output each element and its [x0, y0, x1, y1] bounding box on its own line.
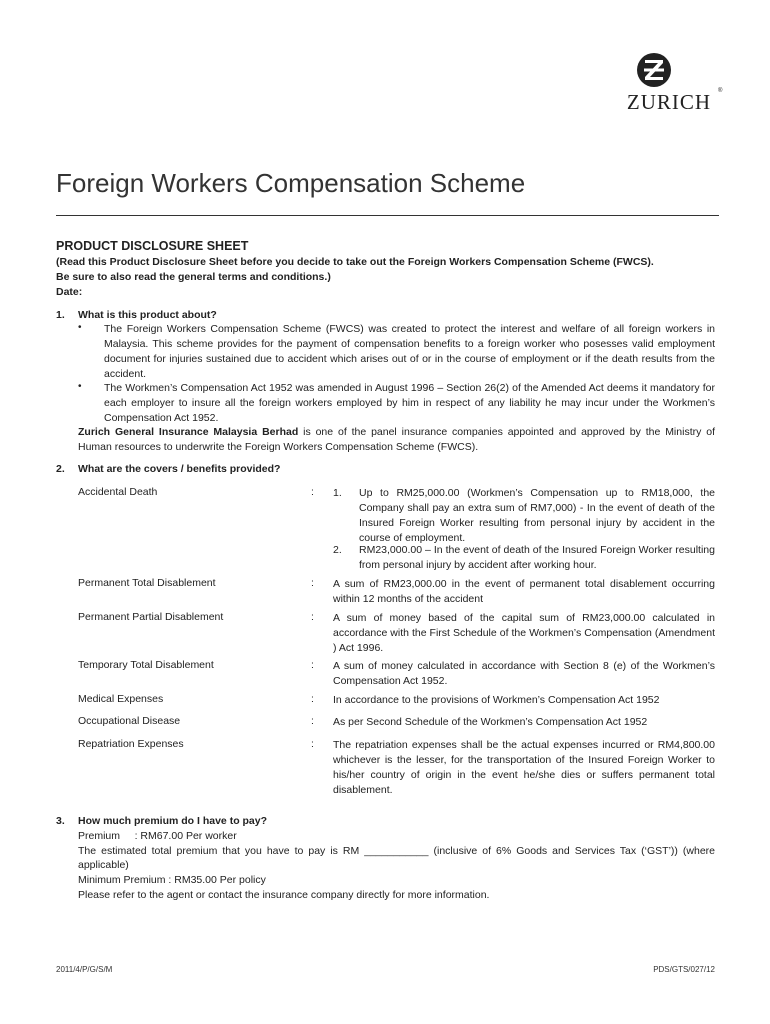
cover-desc-ppd: A sum of money based of the capital sum of RM23,000.00 calculated in accordance with the First Schedule of the Workmen’s Compensation (Amendment ) Act 1996. [333, 612, 715, 654]
accidental-death-item-2 [333, 543, 715, 573]
cover-colon: : [311, 693, 314, 705]
bullet-1-text: The Foreign Workers Compensation Scheme (FWCS) was created to protect the interest and welfare of all foreign workers in Malaysia. This scheme provides for the payment of compensation benefits to a foreign worker who posesses valid employment document for injuries sustained due to accident which arises out of or in the course of employment or if the death results from the accident. [104, 323, 715, 380]
section-2-title: What are the covers / benefits provided? [78, 463, 281, 475]
accidental-death-item-1 [333, 486, 715, 546]
cover-desc-ttd: A sum of money calculated in accordance with Section 8 (e) of the Workmen’s Compensation Act 1952. [333, 660, 715, 687]
cover-label-ttd: Temporary Total Disablement [78, 659, 214, 671]
cover-colon: : [311, 715, 314, 727]
item-number: 1. [333, 487, 342, 499]
cover-label-medical: Medical Expenses [78, 693, 164, 705]
insurer-text: is one of the panel insurance companies appointed and approved by the Ministry of Human resources to underwrite the Foreign Workers Compensation Scheme (FWCS). [78, 426, 715, 453]
brand-name: ZURICH [626, 90, 712, 114]
estimate-line: The estimated total premium that you have to pay is RM ___________ (inclusive of 6% Goods and Services Tax (‘GST’)) (where [78, 845, 715, 857]
registered-mark: ® [718, 88, 723, 94]
refer-line: Please refer to the agent or contact the insurance company directly for more information. [78, 889, 490, 901]
title-divider [56, 215, 719, 216]
minimum-premium-line: Minimum Premium : RM35.00 Per policy [78, 874, 266, 886]
section-3-title: How much premium do I have to pay? [78, 815, 268, 827]
item-text: RM23,000.00 – In the event of death of the Insured Foreign Worker resulting from personal injury by accident after working hour. [359, 544, 715, 571]
item-number: 2. [333, 544, 342, 556]
cover-colon: : [311, 486, 314, 498]
premium-line: Premium : RM67.00 Per worker [78, 830, 237, 842]
date-label: Date: [56, 286, 83, 298]
bullet-2-text: The Workmen’s Compensation Act 1952 was amended in August 1996 – Section 26(2) of the Amended Act deems it mandatory for each employer to insure all the foreign workers employed by him in respect of any liability he may incur under the Workmen’s Compensation Act 1952. [104, 382, 715, 424]
cover-desc-ptd: A sum of RM23,000.00 in the event of permanent total disablement occurring within 12 months of the accident [333, 578, 715, 605]
cover-label-occupational: Occupational Disease [78, 715, 181, 727]
cover-label-ppd: Permanent Partial Disablement [78, 611, 224, 623]
cover-label-ptd: Permanent Total Disablement [78, 577, 216, 589]
cover-colon: : [311, 738, 314, 750]
cover-desc-medical: In accordance to the provisions of Workmen’s Compensation Act 1952 [333, 694, 660, 706]
cover-colon: : [311, 611, 314, 623]
insurer-name: Zurich General Insurance Malaysia Berhad [78, 426, 299, 438]
intro-line-2: Be sure to also read the general terms and conditions.) [56, 271, 331, 283]
footer-right-code: PDS/GTS/027/12 [653, 965, 715, 974]
page-title: Foreign Workers Compensation Scheme [56, 168, 526, 198]
cover-colon: : [311, 659, 314, 671]
section-2-number: 2. [56, 463, 65, 475]
cover-label-accidental-death: Accidental Death [78, 486, 158, 498]
estimate-line-cont: applicable) [78, 859, 129, 871]
insurer-paragraph [78, 425, 715, 455]
section-1-title: What is this product about? [78, 309, 217, 321]
cover-desc-repatriation: The repatriation expenses shall be the actual expenses incurred or RM4,800.00 whichever is the lesser, for the transportation of the Insured Foreign Worker to his/her country of origin in the event he/she dies or suffers permanent total disablement. [333, 739, 715, 796]
section-3-number: 3. [56, 815, 65, 827]
footer-left-code: 2011/4/P/G/S/M [56, 965, 113, 974]
item-text: Up to RM25,000.00 (Workmen’s Compensation up to RM18,000, the Company shall pay an extra sum of RM7,000) - In the event of death of the Insured Foreign Worker resulting from personal injury by accident in the course of employment. [359, 487, 715, 544]
intro-line-1: (Read this Product Disclosure Sheet before you decide to take out the Foreign Workers Compensation Scheme (FWCS). [56, 256, 654, 268]
zurich-z-icon [636, 52, 672, 88]
cover-label-repatriation: Repatriation Expenses [78, 738, 184, 750]
bullet-icon: • [78, 322, 82, 333]
cover-desc-occupational: As per Second Schedule of the Workmen’s Compensation Act 1952 [333, 716, 648, 728]
disclosure-intro [56, 255, 719, 300]
zurich-logo [614, 52, 724, 120]
disclosure-heading: PRODUCT DISCLOSURE SHEET [56, 239, 249, 253]
section-1-number: 1. [56, 309, 65, 321]
cover-colon: : [311, 577, 314, 589]
bullet-icon: • [78, 381, 82, 392]
